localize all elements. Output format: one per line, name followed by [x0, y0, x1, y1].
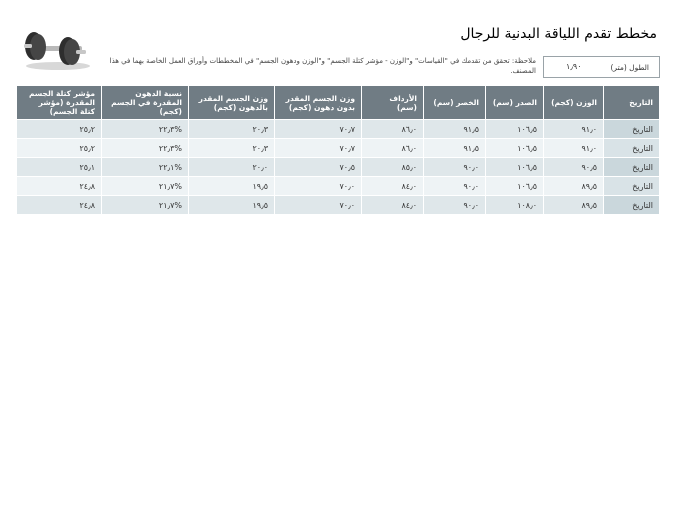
cell-lean-mass[interactable]: ٧٠٫٥: [275, 158, 362, 177]
table-row: [17, 177, 660, 196]
cell-weight[interactable]: ٨٩٫٥: [544, 196, 604, 215]
cell-fat-percent[interactable]: %٢٢٫٣: [102, 120, 189, 139]
cell-bmi[interactable]: ٢٥٫٢: [17, 139, 102, 158]
table-row: [17, 120, 660, 139]
cell-waist[interactable]: ٩١٫٥: [424, 120, 486, 139]
header-date[interactable]: التاريخ: [604, 86, 660, 120]
cell-bmi[interactable]: ٢٥٫١: [17, 158, 102, 177]
cell-chest[interactable]: ١٠٦٫٥: [486, 177, 544, 196]
cell-fat-mass[interactable]: ٢٠٫٣: [189, 139, 275, 158]
table-row: [17, 196, 660, 215]
cell-fat-mass[interactable]: ١٩٫٥: [189, 177, 275, 196]
table-row: [17, 158, 660, 177]
cell-hips[interactable]: ٨٦٫٠: [362, 120, 424, 139]
table-header-row: [17, 86, 660, 120]
dumbbell-icon: [16, 28, 94, 72]
cell-chest[interactable]: ١٠٦٫٥: [486, 120, 544, 139]
header-waist[interactable]: الخصر (سم): [424, 86, 486, 120]
height-field[interactable]: [543, 56, 660, 78]
header-chest[interactable]: الصدر (سم): [486, 86, 544, 120]
header-lean-mass[interactable]: وزن الجسم المقدر بدون دهون (كجم): [275, 86, 362, 120]
cell-date[interactable]: التاريخ: [604, 177, 660, 196]
cell-hips[interactable]: ٨٤٫٠: [362, 177, 424, 196]
header-weight[interactable]: الوزن (كجم): [544, 86, 604, 120]
cell-hips[interactable]: ٨٥٫٠: [362, 158, 424, 177]
cell-fat-mass[interactable]: ٢٠٫٣: [189, 120, 275, 139]
cell-lean-mass[interactable]: ٧٠٫٠: [275, 196, 362, 215]
cell-fat-percent[interactable]: %٢٢٫١: [102, 158, 189, 177]
cell-chest[interactable]: ١٠٨٫٠: [486, 196, 544, 215]
cell-weight[interactable]: ٩١٫٠: [544, 120, 604, 139]
header-fat-percent[interactable]: نسبة الدهون المقدرة في الجسم (كجم): [102, 86, 189, 120]
header-fat-mass[interactable]: وزن الجسم المقدر بالدهون (كجم): [189, 86, 275, 120]
cell-weight[interactable]: ٩١٫٠: [544, 139, 604, 158]
note-text: ملاحظة: تحقق من تقدمك في "القياسات" و"الوزن - مؤشر كتلة الجسم" و"الوزن ودهون الجسم" في المخططات وأوراق العمل الخاصة بهما في هذا المصنف.: [109, 57, 536, 75]
height-label: الطول (متر): [610, 63, 649, 72]
header-bmi[interactable]: مؤشر كتلة الجسم المقدرة (مؤشر كتلة الجسم): [17, 86, 102, 120]
cell-waist[interactable]: ٩١٫٥: [424, 139, 486, 158]
cell-lean-mass[interactable]: ٧٠٫٠: [275, 177, 362, 196]
page-title: مخطط تقدم اللياقة البدنية للرجال: [460, 26, 657, 42]
cell-lean-mass[interactable]: ٧٠٫٧: [275, 120, 362, 139]
cell-fat-percent[interactable]: %٢٢٫٣: [102, 139, 189, 158]
cell-date[interactable]: التاريخ: [604, 139, 660, 158]
cell-bmi[interactable]: ٢٥٫٢: [17, 120, 102, 139]
cell-chest[interactable]: ١٠٦٫٥: [486, 139, 544, 158]
cell-waist[interactable]: ٩٠٫٠: [424, 196, 486, 215]
progress-table: [16, 86, 660, 215]
cell-waist[interactable]: ٩٠٫٠: [424, 177, 486, 196]
cell-date[interactable]: التاريخ: [604, 120, 660, 139]
cell-chest[interactable]: ١٠٦٫٥: [486, 158, 544, 177]
cell-hips[interactable]: ٨٤٫٠: [362, 196, 424, 215]
cell-bmi[interactable]: ٢٤٫٨: [17, 196, 102, 215]
cell-hips[interactable]: ٨٦٫٠: [362, 139, 424, 158]
header-hips[interactable]: الأرداف (سم): [362, 86, 424, 120]
cell-fat-mass[interactable]: ١٩٫٥: [189, 196, 275, 215]
height-value[interactable]: ١٫٩٠: [566, 62, 582, 71]
cell-fat-percent[interactable]: %٢١٫٧: [102, 196, 189, 215]
cell-weight[interactable]: ٨٩٫٥: [544, 177, 604, 196]
cell-date[interactable]: التاريخ: [604, 196, 660, 215]
cell-lean-mass[interactable]: ٧٠٫٧: [275, 139, 362, 158]
cell-bmi[interactable]: ٢٤٫٨: [17, 177, 102, 196]
cell-weight[interactable]: ٩٠٫٥: [544, 158, 604, 177]
cell-date[interactable]: التاريخ: [604, 158, 660, 177]
cell-waist[interactable]: ٩٠٫٠: [424, 158, 486, 177]
cell-fat-percent[interactable]: %٢١٫٧: [102, 177, 189, 196]
table-row: [17, 139, 660, 158]
cell-fat-mass[interactable]: ٢٠٫٠: [189, 158, 275, 177]
